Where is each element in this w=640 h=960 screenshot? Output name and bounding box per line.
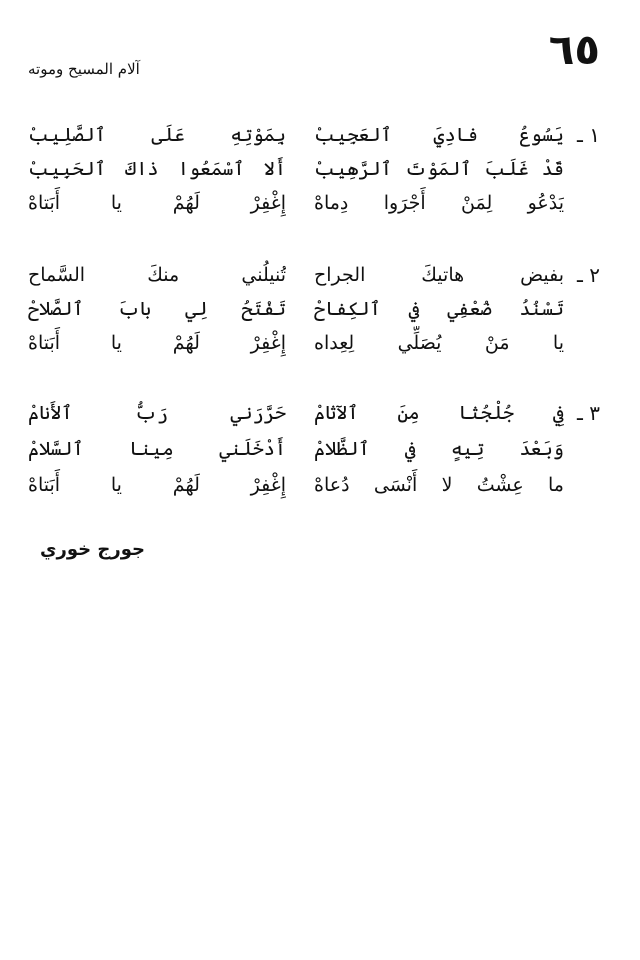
verse-line <box>28 396 568 430</box>
verse-second-hemistich: أَلا ٱسْمَعُوا ذاكَ ٱلحَبِيبْ <box>28 158 286 180</box>
verse-first-hemistich: فِي جُلْجُثا مِنَ ٱلآثامْ <box>314 402 564 424</box>
verse-first-hemistich: بفيض هاتيكَ الجراح <box>314 264 564 286</box>
page-number: ٦٥ <box>548 25 600 74</box>
stanza-3 <box>28 396 600 506</box>
author-name: جورج خوري <box>40 539 145 560</box>
verse-second-hemistich: أَدْخَلَني مِينا ٱلسَّلامْ <box>28 438 286 460</box>
verse-second-hemistich: تَفْتَحُ لِي بابَ ٱلصَّلاحْ <box>28 298 286 320</box>
verse-second-hemistich: إِغْفِرْ لَهُمْ يا أَبَتاهْ <box>28 474 286 496</box>
verse-first-hemistich: يَسُوعُ فادِيَ ٱلعَجِيبْ <box>314 124 564 146</box>
verse-line <box>28 326 568 360</box>
verse-first-hemistich: تَسْنُدُ ضُعْفِي في ٱلكِفاحْ <box>314 298 564 320</box>
verse-second-hemistich: تُنيلُني منكَ السَّماح <box>28 264 286 286</box>
verse-first-hemistich: وَبَعْدَ تِيهٍ في ٱلظَّلامْ <box>314 438 564 460</box>
verse-first-hemistich: يا مَنْ يُصَلِّي لِعِداه <box>314 332 564 354</box>
verse-second-hemistich: إِغْفِرْ لَهُمْ يا أَبَتاهْ <box>28 192 286 214</box>
stanza-2 <box>28 258 600 368</box>
verse-second-hemistich: بِمَوْتِهِ عَلَى ٱلصَّلِيبْ <box>28 124 286 146</box>
stanza-number: ٢ ـ <box>577 263 600 287</box>
running-title: آلام المسيح وموته <box>28 60 140 78</box>
page-header <box>28 22 600 82</box>
verse-first-hemistich: قَدْ غَلَبَ ٱلمَوْتَ ٱلرَّهِيبْ <box>314 158 564 180</box>
verse-first-hemistich: يَدْعُو لِمَنْ أَجْرَوا دِماهْ <box>314 192 564 214</box>
stanza-1 <box>28 118 600 228</box>
verse-line <box>28 432 568 466</box>
verse-line <box>28 292 568 326</box>
stanza-number: ١ ـ <box>577 123 600 147</box>
stanza-number: ٣ ـ <box>577 401 600 425</box>
verse-line <box>28 118 568 152</box>
verse-second-hemistich: حَرَّرَني رَبُّ ٱلأَنامْ <box>28 402 286 424</box>
verse-line <box>28 468 568 502</box>
verse-line <box>28 258 568 292</box>
verse-first-hemistich: ما عِشْتُ لا أَنْسَى دُعاهْ <box>314 474 564 496</box>
verse-line <box>28 152 568 186</box>
verse-line <box>28 186 568 220</box>
verse-second-hemistich: إِغْفِرْ لَهُمْ يا أَبَتاهْ <box>28 332 286 354</box>
